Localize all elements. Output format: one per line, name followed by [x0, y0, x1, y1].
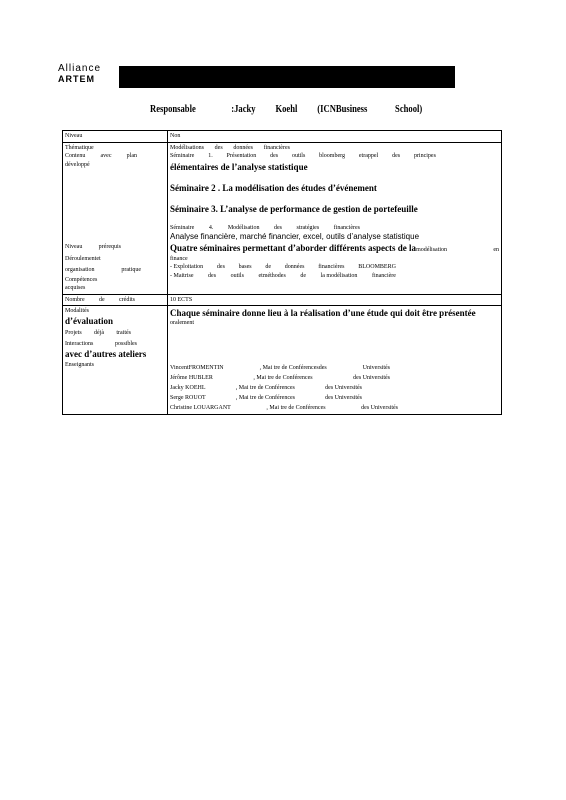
projets-label: Projets déjà traités: [65, 329, 131, 336]
teacher-row: Serge ROUOT , Mai tre de Conférences des Universités: [170, 394, 362, 401]
responsable-line: [150, 103, 422, 115]
seminaire-1-line: Séminaire 1. Présentation des outils bloomberg etrappel des principes: [170, 153, 436, 159]
modalites-value-2: oralement: [170, 320, 194, 326]
interactions-label: Interactions possibles: [65, 341, 137, 347]
table-row: [63, 143, 501, 295]
teacher-row: Jacky KOEHL , Mai tre de Conférences des Universités: [170, 384, 362, 391]
table-row: [63, 306, 501, 414]
competence-item-1: - Exploitation des bases de données financières BLOOMBERG: [170, 264, 396, 270]
organisation-label: organisation pratique: [65, 267, 141, 273]
teacher-row: Jérôme HUBLER , Mai tre de Conférences des Universités: [170, 374, 390, 381]
seminaire-2: Séminaire 2 . La modélisation des études d’événement: [170, 182, 377, 193]
course-table: [62, 130, 502, 415]
table-row: [63, 131, 501, 143]
thematique-label: Thématique: [65, 144, 94, 151]
contenu-label-2: développé: [65, 161, 90, 168]
logo-line-1: Alliance: [58, 63, 102, 74]
labels-column: [63, 143, 167, 294]
modalites-label: Modalités: [65, 308, 89, 314]
table-row: [63, 295, 501, 307]
thematique-value: Modélisations des données financières: [170, 144, 290, 151]
competences-label-2: acquises: [65, 285, 86, 291]
responsable-school-close: School): [395, 103, 423, 115]
responsable-school-open: (ICNBusiness: [317, 103, 368, 115]
interactions-label-2: avec d’autres ateliers: [65, 348, 147, 359]
seminaire-3: Séminaire 3. L’analyse de performance de gestion de portefeuille: [170, 203, 418, 214]
modalites-value: Chaque séminaire donne lieu à la réalisation d’une étude qui doit être présentée: [170, 308, 476, 318]
teacher-row: VincentFROMENTIN , Mai tre de Conférencesdes Universités: [170, 364, 390, 371]
seminaire-4: Séminaire 4. Modélisation des stratégies financières: [170, 224, 360, 231]
deroulement-label: Déroulementet: [65, 255, 101, 262]
enseignants-list: [170, 363, 499, 413]
seminaire-1-line-2: élémentaires de l’analyse statistique: [170, 161, 308, 172]
enseignants-label: Enseignants: [65, 361, 94, 368]
responsable-name: :Jacky: [231, 103, 256, 115]
responsable-surname: Koehl: [275, 103, 298, 115]
credits-value: 10 ECTS: [167, 295, 501, 306]
alliance-artem-logo: [58, 64, 101, 84]
niveau-value: Non: [167, 131, 501, 142]
contenu-label: Contenu avec plan: [65, 153, 137, 159]
deroulement-value-2: finance: [170, 255, 188, 262]
teacher-row: Christine LOUARGANT , Mai tre de Conférences des Universités: [170, 404, 398, 411]
values-column: [167, 143, 501, 294]
responsable-label: Responsable: [150, 103, 196, 115]
logo-line-2: ARTEM: [58, 74, 95, 84]
credits-label: Nombre de crédits: [65, 296, 135, 303]
modalites-label-2: d’évaluation: [65, 315, 114, 326]
niveau-label: Niveau: [65, 133, 83, 139]
deroulement-value: Quatre séminaires permettant d’aborder différents aspects de la modélisation en: [170, 243, 499, 253]
competence-item-2: - Maitrise des outils etméthodes de la modélisation financière: [170, 272, 396, 279]
competences-label: Compétences: [65, 276, 98, 283]
prerequis-value: Analyse financière, marché financier, excel, outils d’analyse statistique: [170, 232, 420, 241]
prerequis-label: Niveau prérequis: [65, 244, 121, 250]
redaction-bar: [119, 66, 455, 88]
